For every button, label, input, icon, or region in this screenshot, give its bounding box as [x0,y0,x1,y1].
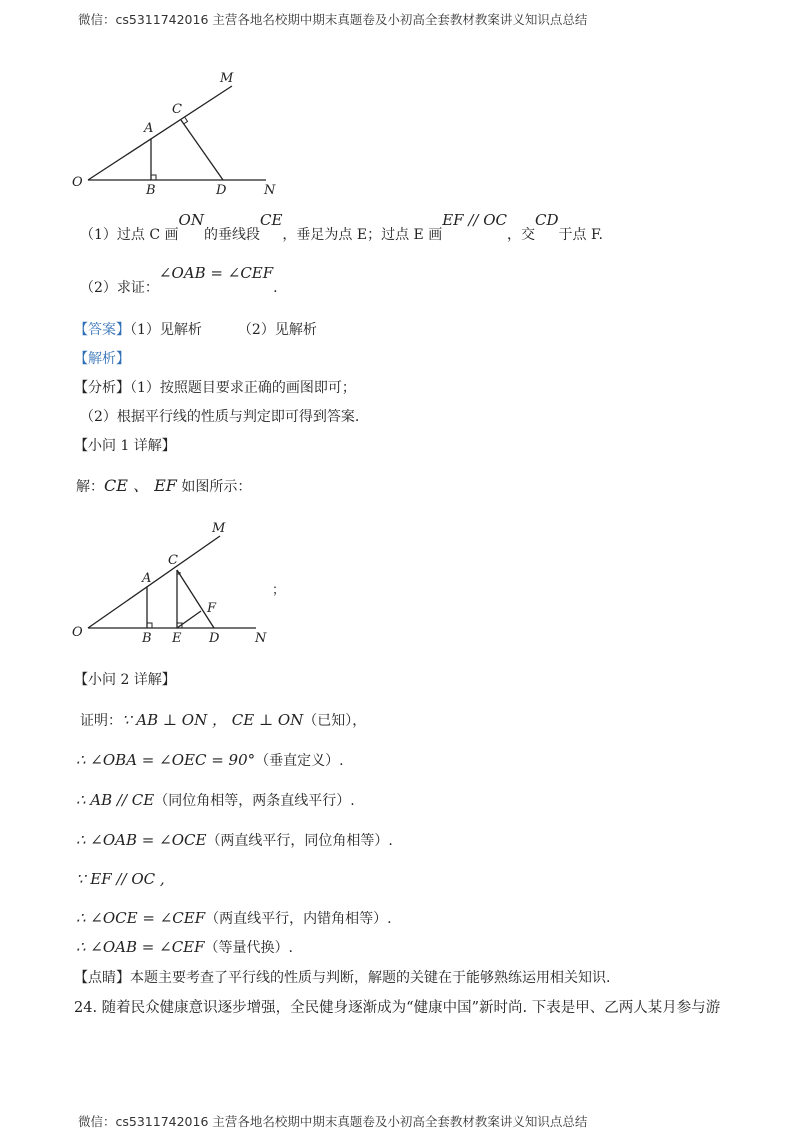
label-c: C [172,102,182,117]
question-2: （2）求证：∠OAB = ∠CEF. [80,264,278,296]
label-a: A [144,121,154,136]
proof-line-7: ∴ ∠OAB = ∠CEF（等量代换）. [76,938,293,956]
proof-line-4: ∴ ∠OAB = ∠OCE（两直线平行，同位角相等）. [76,831,393,849]
fenxi-line-2: （2）根据平行线的性质与判定即可得到答案. [80,409,360,425]
question-24: 24. 随着民众健康意识逐步增强，全民健身逐渐成为“健康中国”新时尚. 下表是甲、乙两人某月参与游 [74,1000,721,1016]
label-d: D [209,631,220,646]
proof-line-5: ∵ EF // OC , [76,870,165,888]
label-m: M [220,71,234,86]
dianjing-line: 【点睛】本题主要考查了平行线的性质与判断，解题的关键在于能够熟练运用相关知识. [74,970,611,986]
label-n: N [264,183,276,198]
line-om [88,86,232,180]
sub2-title: 【小问 2 详解】 [74,672,176,688]
answer-line: 【答案】（1）见解析 （2）见解析 [74,322,317,338]
figure-2 [66,516,306,650]
sub1-solution: 解：CE 、 EF 如图所示： [76,476,252,495]
line-om [88,536,220,628]
page-header: 微信：cs5311742016 主营各地名校期中期末真题卷及小初高全套教材教案讲义知识点总结 [78,12,588,27]
page-footer: 微信：cs5311742016 主营各地名校期中期末真题卷及小初高全套教材教案讲义知识点总结 [78,1114,588,1129]
segment-cd [181,120,223,180]
label-n: N [255,631,267,646]
label-b: B [142,631,152,646]
proof-line-3: ∴ AB // CE（同位角相等，两条直线平行）. [76,791,355,809]
label-d: D [216,183,227,198]
fenxi-line-1: 【分析】（1）按照题目要求正确的画图即可； [74,380,356,396]
proof-line-1: 证明：∵ AB ⊥ ON ， CE ⊥ ON（已知）， [80,711,367,729]
label-m: M [212,521,226,536]
proof-line-6: ∴ ∠OCE = ∠CEF（两直线平行，内错角相等）. [76,909,392,927]
segment-ef [177,611,201,628]
segment-cd [177,570,214,628]
label-a: A [142,571,152,586]
proof-line-2: ∴ ∠OBA = ∠OEC = 90°（垂直定义）. [76,751,344,769]
figure-1 [66,66,286,201]
label-f: F [207,601,217,616]
label-b: B [146,183,156,198]
question-1: （1）过点 C 画ON的垂线段CE，垂足为点 E；过点 E 画EF // OC，交CD于点 F. [80,211,603,243]
sub1-title: 【小问 1 详解】 [74,438,176,454]
label-e: E [172,631,182,646]
label-o: O [72,175,83,190]
label-c: C [168,553,178,568]
label-o: O [72,625,83,640]
figure-2-trailing-mark: ； [272,583,286,598]
analysis-tag: 【解析】 [74,351,130,367]
